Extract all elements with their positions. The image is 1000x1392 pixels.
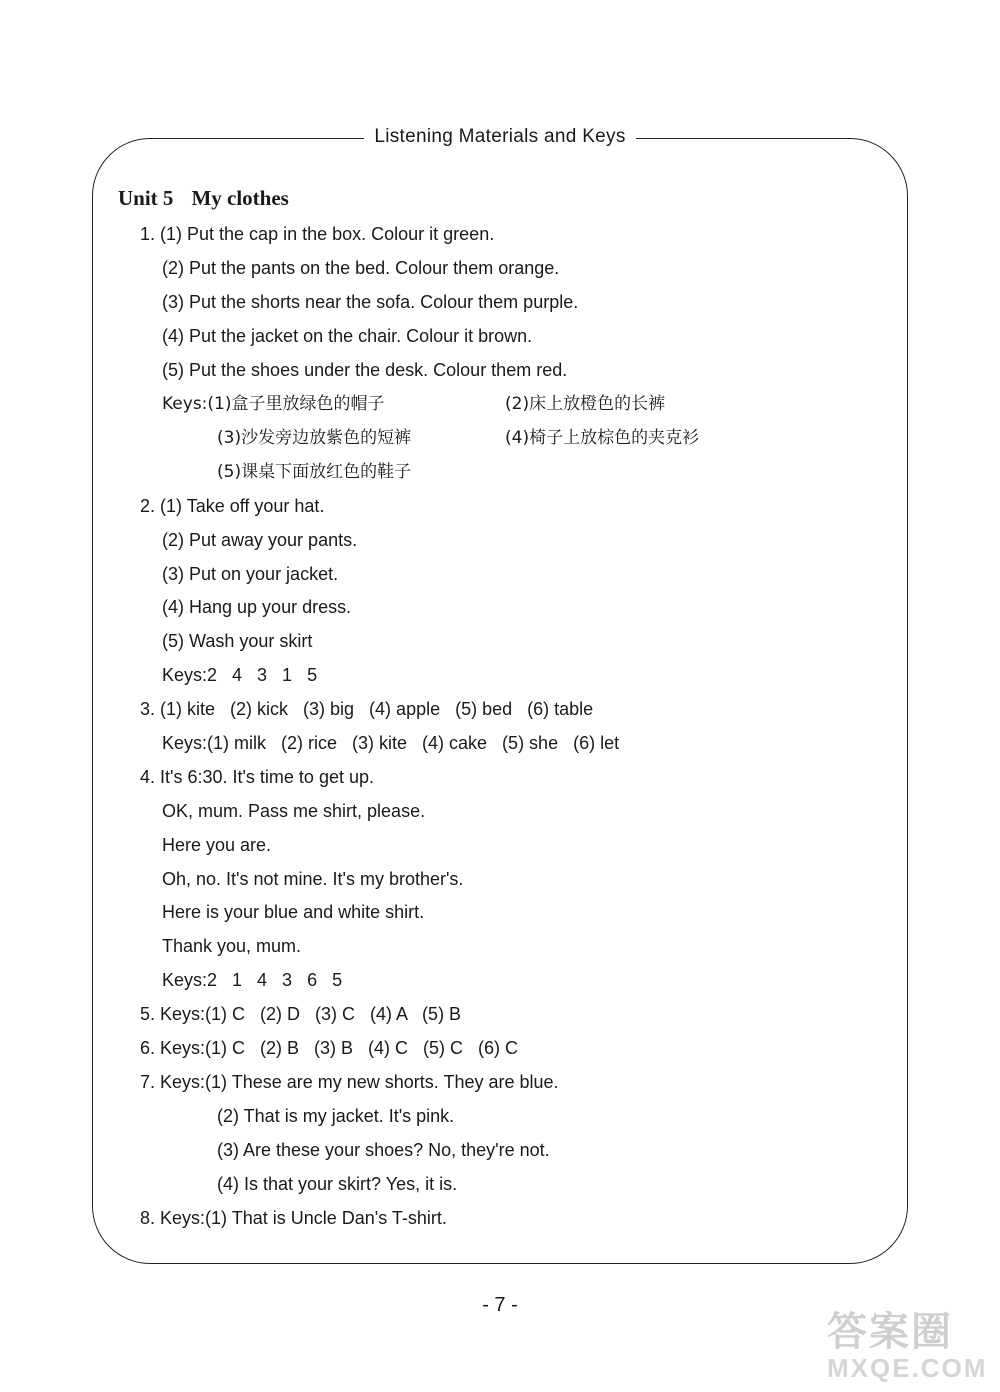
q1-key-4: (4)椅子上放棕色的夹克衫 xyxy=(505,428,700,448)
q1-key-5: (5)课桌下面放红色的鞋子 xyxy=(217,462,412,482)
q6-keys: 6. Keys:(1) C (2) B (3) B (4) C (5) C (6) C xyxy=(140,1038,519,1058)
q1-line-4: (4) Put the jacket on the chair. Colour it brown. xyxy=(162,326,533,346)
q1-line-5: (5) Put the shoes under the desk. Colour them red. xyxy=(162,360,568,380)
q1-line-1: 1. (1) Put the cap in the box. Colour it green. xyxy=(140,224,495,244)
watermark-logo xyxy=(827,1300,992,1388)
unit-title xyxy=(118,186,289,211)
q1-key-2: (2)床上放橙色的长裤 xyxy=(505,394,666,414)
q3-line-1: 3. (1) kite (2) kick (3) big (4) apple (5) bed (6) table xyxy=(140,699,594,719)
unit-name: My clothes xyxy=(191,186,289,210)
q2-line-4: (4) Hang up your dress. xyxy=(162,597,352,617)
q2-keys: Keys:2 4 3 1 5 xyxy=(162,665,318,685)
section-header-text: Listening Materials and Keys xyxy=(364,126,635,147)
q2-line-1: 2. (1) Take off your hat. xyxy=(140,496,325,516)
q7-key-3: (3) Are these your shoes? No, they're not. xyxy=(217,1140,550,1160)
q4-line-2: OK, mum. Pass me shirt, please. xyxy=(162,801,426,821)
q7-key-4: (4) Is that your skirt? Yes, it is. xyxy=(217,1174,458,1194)
watermark-top-text: 答案圈 xyxy=(827,1310,953,1354)
q4-line-3: Here you are. xyxy=(162,835,272,855)
q7-key-1: 7. Keys:(1) These are my new shorts. They are blue. xyxy=(140,1072,559,1092)
q3-keys: Keys:(1) milk (2) rice (3) kite (4) cake (5) she (6) let xyxy=(162,733,620,753)
q7-key-2: (2) That is my jacket. It's pink. xyxy=(217,1106,455,1126)
q4-line-6: Thank you, mum. xyxy=(162,936,302,956)
q1-key-1: Keys:(1)盒子里放绿色的帽子 xyxy=(162,394,385,414)
q1-line-2: (2) Put the pants on the bed. Colour them orange. xyxy=(162,258,560,278)
q8-key-1: 8. Keys:(1) That is Uncle Dan's T-shirt. xyxy=(140,1208,447,1228)
q1-key-3: (3)沙发旁边放紫色的短裤 xyxy=(217,428,412,448)
watermark-bottom-text: MXQE.COM xyxy=(827,1353,988,1383)
q2-line-5: (5) Wash your skirt xyxy=(162,631,313,651)
q5-keys: 5. Keys:(1) C (2) D (3) C (4) A (5) B xyxy=(140,1004,462,1024)
q4-line-5: Here is your blue and white shirt. xyxy=(162,902,425,922)
q4-keys: Keys:2 1 4 3 6 5 xyxy=(162,970,343,990)
q1-line-3: (3) Put the shorts near the sofa. Colour them purple. xyxy=(162,292,579,312)
section-header xyxy=(0,126,1000,148)
q2-line-2: (2) Put away your pants. xyxy=(162,530,358,550)
page-number: - 7 - xyxy=(482,1294,518,1316)
q4-line-4: Oh, no. It's not mine. It's my brother's. xyxy=(162,869,464,889)
q2-line-3: (3) Put on your jacket. xyxy=(162,564,339,584)
unit-number: Unit 5 xyxy=(118,186,174,210)
q4-line-1: 4. It's 6:30. It's time to get up. xyxy=(140,767,374,787)
